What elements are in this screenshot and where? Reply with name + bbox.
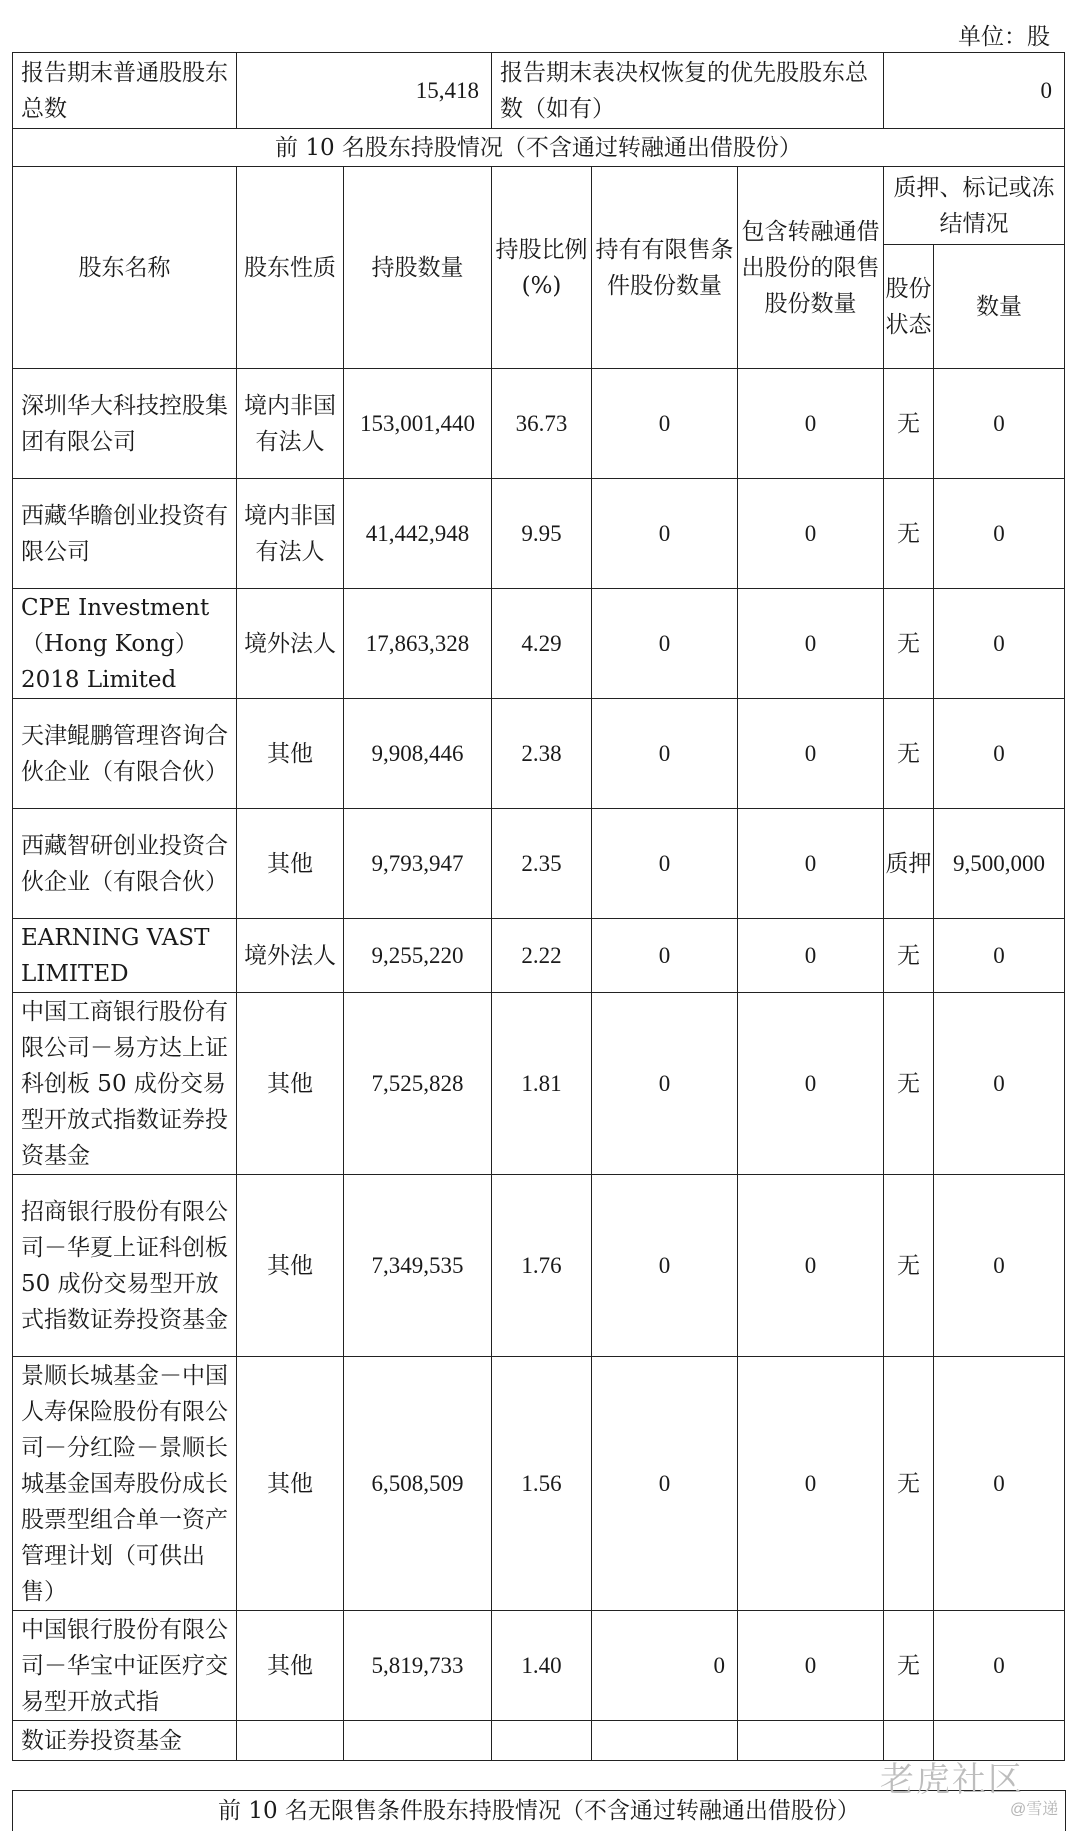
shares-held: 9,793,947 <box>344 809 492 919</box>
pledge-quantity: 0 <box>934 919 1065 993</box>
shares-held: 9,255,220 <box>344 919 492 993</box>
watermark: 老虎社区 <box>880 1761 1024 1799</box>
shareholder-nature: 境内非国有法人 <box>237 479 344 589</box>
shareholder-nature: 其他 <box>237 809 344 919</box>
restricted-shares: 0 <box>592 589 738 699</box>
holding-ratio: 2.22 <box>492 919 592 993</box>
header-shares: 持股数量 <box>344 167 492 369</box>
empty-cell <box>492 1721 592 1761</box>
holding-ratio: 4.29 <box>492 589 592 699</box>
lent-restricted-shares: 0 <box>738 1611 884 1721</box>
lent-restricted-shares: 0 <box>738 919 884 993</box>
pledge-quantity: 9,500,000 <box>934 809 1065 919</box>
lent-restricted-shares: 0 <box>738 699 884 809</box>
restricted-shares: 0 <box>592 1611 738 1721</box>
table-row <box>13 479 1065 589</box>
shareholder-nature: 其他 <box>237 1357 344 1611</box>
summary-label-preferred: 报告期末表决权恢复的优先股股东总数（如有） <box>492 53 884 129</box>
empty-cell <box>237 1721 344 1761</box>
header-restricted: 持有有限售条件股份数量 <box>592 167 738 369</box>
table-row <box>13 589 1065 699</box>
restricted-shares: 0 <box>592 479 738 589</box>
pledge-quantity: 0 <box>934 1611 1065 1721</box>
holding-ratio: 36.73 <box>492 369 592 479</box>
lent-restricted-shares: 0 <box>738 1357 884 1611</box>
shareholder-nature: 其他 <box>237 993 344 1175</box>
header-name: 股东名称 <box>13 167 237 369</box>
share-status: 无 <box>884 369 934 479</box>
share-status: 无 <box>884 1175 934 1357</box>
empty-cell <box>738 1721 884 1761</box>
pledge-quantity: 0 <box>934 993 1065 1175</box>
pledge-quantity: 0 <box>934 699 1065 809</box>
shareholder-nature: 境外法人 <box>237 589 344 699</box>
shareholder-name: 招商银行股份有限公司－华夏上证科创板 50 成份交易型开放式指数证券投资基金 <box>13 1175 237 1357</box>
holding-ratio: 2.38 <box>492 699 592 809</box>
restricted-shares: 0 <box>592 1357 738 1611</box>
shareholder-name: 西藏智研创业投资合伙企业（有限合伙） <box>13 809 237 919</box>
header-row-1 <box>13 167 1065 245</box>
share-status: 无 <box>884 1357 934 1611</box>
holding-ratio: 1.56 <box>492 1357 592 1611</box>
header-lent: 包含转融通借出股份的限售股份数量 <box>738 167 884 369</box>
share-status: 无 <box>884 699 934 809</box>
header-status: 股份状态 <box>884 245 934 369</box>
shareholder-nature: 其他 <box>237 1611 344 1721</box>
restricted-shares: 0 <box>592 919 738 993</box>
table-row <box>13 1611 1065 1721</box>
pledge-quantity: 0 <box>934 1357 1065 1611</box>
restricted-shares: 0 <box>592 369 738 479</box>
restricted-shares: 0 <box>592 993 738 1175</box>
table-row <box>13 1175 1065 1357</box>
table-row <box>13 919 1065 993</box>
table-row <box>13 699 1065 809</box>
empty-cell <box>592 1721 738 1761</box>
section-title: 前 10 名股东持股情况（不含通过转融通出借股份） <box>13 129 1065 167</box>
lent-restricted-shares: 0 <box>738 369 884 479</box>
section-title-row <box>13 129 1065 167</box>
header-nature: 股东性质 <box>237 167 344 369</box>
summary-value-preferred: 0 <box>884 53 1065 129</box>
shareholder-name: 中国工商银行股份有限公司－易方达上证科创板 50 成份交易型开放式指数证券投资基金 <box>13 993 237 1175</box>
holding-ratio: 2.35 <box>492 809 592 919</box>
shareholder-nature: 境内非国有法人 <box>237 369 344 479</box>
unit-label: 单位：股 <box>958 24 1050 50</box>
holding-ratio: 9.95 <box>492 479 592 589</box>
table-row <box>13 369 1065 479</box>
summary-label-common: 报告期末普通股股东总数 <box>13 53 237 129</box>
shareholder-name: CPE Investment（Hong Kong）2018 Limited <box>13 589 237 699</box>
share-status: 无 <box>884 479 934 589</box>
table-row <box>13 1357 1065 1611</box>
shareholder-name: 深圳华大科技控股集团有限公司 <box>13 369 237 479</box>
lent-restricted-shares: 0 <box>738 589 884 699</box>
shares-held: 153,001,440 <box>344 369 492 479</box>
header-ratio: 持股比例(%) <box>492 167 592 369</box>
shares-held: 5,819,733 <box>344 1611 492 1721</box>
shareholder-nature: 其他 <box>237 699 344 809</box>
header-pledge-group: 质押、标记或冻结情况 <box>884 167 1065 245</box>
shares-held: 7,525,828 <box>344 993 492 1175</box>
pledge-quantity: 0 <box>934 479 1065 589</box>
shareholder-nature: 境外法人 <box>237 919 344 993</box>
shareholder-name: 景顺长城基金－中国人寿保险股份有限公司－分红险－景顺长城基金国寿股份成长股票型组合单一资产管理计划（可供出售） <box>13 1357 237 1611</box>
summary-value-common: 15,418 <box>237 53 492 129</box>
watermark-sub: @雪递 <box>1010 1801 1059 1818</box>
shares-held: 9,908,446 <box>344 699 492 809</box>
holding-ratio: 1.81 <box>492 993 592 1175</box>
empty-cell <box>344 1721 492 1761</box>
shareholder-name-continuation: 数证券投资基金 <box>13 1721 237 1761</box>
shareholder-name: EARNING VAST LIMITED <box>13 919 237 993</box>
header-qty: 数量 <box>934 245 1065 369</box>
lent-restricted-shares: 0 <box>738 809 884 919</box>
shares-held: 7,349,535 <box>344 1175 492 1357</box>
shareholder-name: 天津鲲鹏管理咨询合伙企业（有限合伙） <box>13 699 237 809</box>
restricted-shares: 0 <box>592 809 738 919</box>
share-status: 无 <box>884 589 934 699</box>
table-row <box>13 809 1065 919</box>
share-status: 质押 <box>884 809 934 919</box>
shareholder-table <box>12 52 1065 1761</box>
summary-row <box>13 53 1065 129</box>
lent-restricted-shares: 0 <box>738 993 884 1175</box>
footer-section-title: 前 10 名无限售条件股东持股情况（不含通过转融通出借股份） <box>12 1790 1066 1831</box>
shareholder-name: 西藏华瞻创业投资有限公司 <box>13 479 237 589</box>
share-status: 无 <box>884 1611 934 1721</box>
shareholder-nature: 其他 <box>237 1175 344 1357</box>
lent-restricted-shares: 0 <box>738 1175 884 1357</box>
holding-ratio: 1.40 <box>492 1611 592 1721</box>
table-row <box>13 993 1065 1175</box>
pledge-quantity: 0 <box>934 1175 1065 1357</box>
holding-ratio: 1.76 <box>492 1175 592 1357</box>
lent-restricted-shares: 0 <box>738 479 884 589</box>
restricted-shares: 0 <box>592 1175 738 1357</box>
shares-held: 41,442,948 <box>344 479 492 589</box>
share-status: 无 <box>884 919 934 993</box>
restricted-shares: 0 <box>592 699 738 809</box>
shares-held: 17,863,328 <box>344 589 492 699</box>
shares-held: 6,508,509 <box>344 1357 492 1611</box>
pledge-quantity: 0 <box>934 369 1065 479</box>
pledge-quantity: 0 <box>934 589 1065 699</box>
shareholder-name: 中国银行股份有限公司－华宝中证医疗交易型开放式指 <box>13 1611 237 1721</box>
share-status: 无 <box>884 993 934 1175</box>
